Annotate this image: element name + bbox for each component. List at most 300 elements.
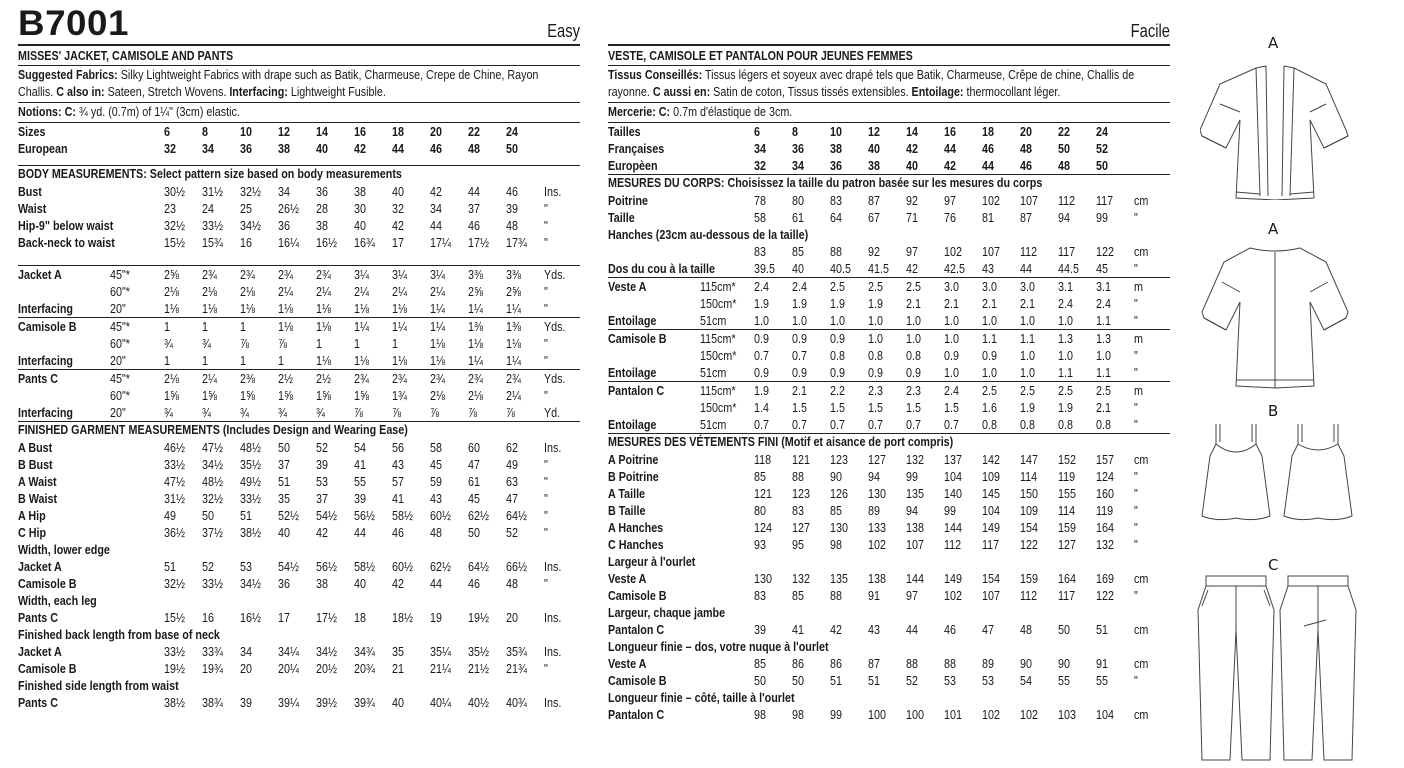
value-cell: 1.1 (1020, 331, 1035, 346)
value-cell: 112 (1020, 588, 1038, 603)
value-cell: 1.0 (1058, 313, 1073, 328)
value-cell: 102 (944, 244, 962, 259)
value-cell: 52 (1096, 141, 1108, 156)
subheading-row (18, 592, 580, 609)
value-cell: 2.1 (906, 296, 921, 311)
value-cell: 3¼ (392, 267, 407, 282)
value-cell: 1.9 (1020, 400, 1035, 415)
subheading-row (608, 553, 1170, 570)
unit-label: " (1134, 520, 1138, 535)
value-cell: 1⅛ (392, 301, 407, 316)
yardage-table (18, 266, 580, 317)
value-cell: 2¾ (506, 371, 521, 386)
value-cell: 55 (1058, 673, 1070, 688)
row-label: Camisole B (608, 331, 667, 346)
fabric-width: 45"* (110, 267, 130, 282)
row-label: Poitrine (608, 193, 649, 208)
subheading: Width, lower edge (18, 542, 110, 557)
measurement-row (18, 404, 580, 421)
value-cell: 58 (754, 210, 766, 225)
value-cell: 20 (430, 124, 442, 139)
value-cell: 127 (1058, 537, 1076, 552)
measurement-row (608, 485, 1170, 502)
value-cell: 60 (468, 440, 480, 455)
value-cell: 117 (1058, 588, 1076, 603)
value-cell: 1.0 (982, 365, 997, 380)
value-cell: 17¾ (506, 235, 527, 250)
measurement-row (18, 387, 580, 404)
fabric-width: 60"* (110, 284, 130, 299)
value-cell: 42 (354, 141, 366, 156)
unit-label: Yds. (544, 319, 566, 334)
value-cell: 32½ (164, 576, 185, 591)
value-cell: 38½ (240, 525, 261, 540)
value-cell: 76 (944, 210, 956, 225)
size-row (18, 140, 580, 157)
row-label: Sizes (18, 124, 46, 139)
value-cell: 1¼ (468, 353, 483, 368)
value-cell: 2¼ (278, 284, 293, 299)
value-cell: 142 (982, 452, 1000, 467)
pattern-title-fr: VESTE, CAMISOLE ET PANTALON POUR JEUNES FEMMES (608, 49, 913, 63)
yardage-table (608, 330, 1170, 381)
value-cell: 1⅝ (278, 388, 293, 403)
value-cell: 1⅝ (240, 388, 255, 403)
value-cell: ¾ (278, 405, 287, 420)
value-cell: 50 (792, 673, 804, 688)
value-cell: 15½ (164, 610, 185, 625)
measurement-row (608, 260, 1170, 277)
value-cell: 112 (944, 537, 962, 552)
value-cell: 85 (754, 469, 766, 484)
measurement-row (608, 468, 1170, 485)
fabric-width: 51cm (700, 417, 727, 432)
value-cell: 60½ (392, 559, 413, 574)
value-cell: 2.4 (1058, 296, 1073, 311)
value-cell: 154 (1020, 520, 1038, 535)
value-cell: 64½ (468, 559, 489, 574)
row-label: Interfacing (18, 405, 73, 420)
value-cell: 46 (468, 576, 480, 591)
value-cell: 37 (468, 201, 480, 216)
value-cell: 1 (354, 336, 360, 351)
value-cell: 22 (1058, 124, 1070, 139)
value-cell: 0.8 (1058, 417, 1073, 432)
value-cell: 1⅛ (506, 336, 521, 351)
illustrations-panel (1190, 0, 1404, 768)
value-cell: 122 (1020, 537, 1038, 552)
value-cell: 55 (354, 474, 366, 489)
value-cell: 112 (1020, 244, 1038, 259)
value-cell: 48 (1020, 622, 1032, 637)
row-label: B Waist (18, 491, 58, 506)
value-cell: 1 (240, 353, 246, 368)
value-cell: 38 (316, 576, 328, 591)
value-cell: 1.6 (982, 400, 997, 415)
value-cell: 48 (1020, 141, 1032, 156)
unit-label: " (544, 508, 548, 523)
measurement-row (18, 558, 580, 575)
row-label: Veste A (608, 656, 647, 671)
measurement-row (608, 536, 1170, 553)
value-cell: 20 (1020, 124, 1032, 139)
value-cell: 71 (906, 210, 918, 225)
value-cell: 44 (468, 184, 480, 199)
value-cell: 78 (754, 193, 766, 208)
value-cell: ⅞ (392, 405, 401, 420)
value-cell: 44 (944, 141, 956, 156)
value-cell: 1⅛ (354, 353, 369, 368)
unit-label: " (1134, 313, 1138, 328)
difficulty-level-fr: Facile (1130, 21, 1170, 41)
value-cell: 88 (830, 244, 842, 259)
value-cell: 107 (1020, 193, 1038, 208)
value-cell: 34 (202, 141, 214, 156)
measurement-row (608, 278, 1170, 295)
value-cell: 44 (1020, 261, 1032, 276)
value-cell: 135 (906, 486, 924, 501)
value-cell: 1.3 (1096, 331, 1111, 346)
value-cell: 0.8 (982, 417, 997, 432)
value-cell: 1.0 (792, 313, 807, 328)
value-cell: 2¾ (430, 371, 445, 386)
value-cell: 104 (982, 503, 1000, 518)
value-cell: 40½ (468, 695, 489, 710)
value-cell: 2.5 (1096, 383, 1111, 398)
value-cell: 2½ (278, 371, 293, 386)
fabrics-paragraph-fr: Tissus Conseillés: Tissus légers et soyeux avec drapé tels que Batik, Charmeuse, Crêpe de chine, Challis de rayonne. C aussi en: Satin de coton, Tissus tissés extensibles. Entoilage: thermocollant léger. (608, 68, 1135, 99)
value-cell: 0.9 (906, 365, 921, 380)
value-cell: 33¾ (202, 644, 223, 659)
value-cell: 21½ (468, 661, 489, 676)
row-label: Jacket A (18, 644, 62, 659)
unit-label: " (544, 235, 548, 250)
value-cell: 99 (906, 469, 918, 484)
unit-label: " (1134, 365, 1138, 380)
value-cell: 144 (944, 520, 962, 535)
measurement-row (18, 318, 580, 335)
value-cell: 159 (1058, 520, 1076, 535)
value-cell: 35 (278, 491, 290, 506)
value-cell: 0.9 (982, 348, 997, 363)
value-cell: 21¼ (430, 661, 451, 676)
value-cell: 63 (506, 474, 518, 489)
value-cell: 50 (1058, 141, 1070, 156)
unit-label: Yd. (544, 405, 561, 420)
value-cell: 41.5 (868, 261, 889, 276)
value-cell: 40.5 (830, 261, 851, 276)
value-cell: 1⅝ (202, 388, 217, 403)
value-cell: 147 (1020, 452, 1038, 467)
value-cell: 0.9 (830, 365, 845, 380)
value-cell: 92 (906, 193, 918, 208)
value-cell: 44 (354, 525, 366, 540)
value-cell: 154 (982, 571, 1000, 586)
value-cell: 0.7 (830, 417, 845, 432)
value-cell: 54 (1020, 673, 1032, 688)
value-cell: 1¼ (506, 301, 521, 316)
row-label: European (18, 141, 68, 156)
value-cell: 16 (354, 124, 366, 139)
measurement-row (608, 451, 1170, 468)
value-cell: 102 (982, 707, 1000, 722)
body-measurements-table-fr (608, 192, 1170, 277)
finished-measurements-heading: FINISHED GARMENT MEASUREMENTS (Includes Design and Wearing Ease) (18, 423, 408, 437)
value-cell: 40 (278, 525, 290, 540)
value-cell: 33½ (164, 644, 185, 659)
value-cell: 3.0 (1020, 279, 1035, 294)
value-cell: 42 (906, 141, 918, 156)
value-cell: 38 (278, 141, 290, 156)
value-cell: ¾ (164, 405, 173, 420)
value-cell: 1 (202, 319, 208, 334)
value-cell: 58½ (392, 508, 413, 523)
value-cell: ⅞ (354, 405, 363, 420)
value-cell: 12 (868, 124, 880, 139)
unit-label: " (544, 336, 548, 351)
row-label: Entoilage (608, 365, 657, 380)
value-cell: 49 (164, 508, 176, 523)
jacket-back-drawing (1200, 240, 1350, 390)
value-cell: 138 (868, 571, 886, 586)
value-cell: 122 (1096, 588, 1114, 603)
fabric-width: 150cm* (700, 348, 737, 363)
subheading-row (608, 604, 1170, 621)
value-cell: 37 (278, 457, 290, 472)
value-cell: 58 (430, 440, 442, 455)
value-cell: 43 (868, 622, 880, 637)
unit-label: " (1134, 537, 1138, 552)
measurement-row (18, 300, 580, 317)
value-cell: 40 (316, 141, 328, 156)
row-label: Françaises (608, 141, 665, 156)
value-cell: 2⅝ (506, 284, 521, 299)
value-cell: 39 (316, 457, 328, 472)
pants-label: C (1268, 556, 1279, 574)
value-cell: 60½ (430, 508, 451, 523)
value-cell: 2¼ (354, 284, 369, 299)
measurement-row (608, 209, 1170, 226)
subheading-row (18, 541, 580, 558)
fabric-width: 45"* (110, 371, 130, 386)
value-cell: 35¼ (430, 644, 451, 659)
value-cell: 119 (1096, 503, 1114, 518)
value-cell: 1.0 (944, 331, 959, 346)
value-cell: 39 (354, 491, 366, 506)
value-cell: 51 (868, 673, 880, 688)
value-cell: 51 (1096, 622, 1108, 637)
value-cell: 3¼ (354, 267, 369, 282)
value-cell: 90 (1058, 656, 1070, 671)
value-cell: 164 (1058, 571, 1076, 586)
value-cell: 2¼ (506, 388, 521, 403)
value-cell: 133 (868, 520, 886, 535)
value-cell: 1.0 (754, 313, 769, 328)
value-cell: 159 (1020, 571, 1038, 586)
value-cell: 2⅛ (164, 371, 179, 386)
value-cell: 52 (506, 525, 518, 540)
value-cell: 1¼ (392, 319, 407, 334)
value-cell: 47½ (164, 474, 185, 489)
row-label: Camisole B (18, 319, 77, 334)
fabric-width: 150cm* (700, 400, 737, 415)
value-cell: 124 (1096, 469, 1114, 484)
value-cell: 34¼ (278, 644, 299, 659)
measurement-row (18, 217, 580, 234)
subheading-row (608, 226, 1170, 243)
value-cell: 34½ (202, 457, 223, 472)
value-cell: 90 (830, 469, 842, 484)
yardage-section (18, 265, 580, 421)
measurement-row (18, 643, 580, 660)
value-cell: 0.9 (754, 331, 769, 346)
finished-measurements-table (18, 439, 580, 711)
value-cell: 50 (506, 141, 518, 156)
value-cell: 6 (754, 124, 760, 139)
value-cell: 57 (392, 474, 404, 489)
value-cell: 0.8 (1020, 417, 1035, 432)
measurement-row (18, 352, 580, 369)
value-cell: 31½ (164, 491, 185, 506)
measurement-row (18, 473, 580, 490)
unit-label: " (544, 576, 548, 591)
value-cell: 1.0 (982, 313, 997, 328)
value-cell: 17¼ (430, 235, 451, 250)
unit-label: " (1134, 503, 1138, 518)
value-cell: 130 (868, 486, 886, 501)
header-bar (18, 0, 580, 46)
value-cell: 92 (868, 244, 880, 259)
value-cell: 67 (868, 210, 880, 225)
fabric-width: 20" (110, 405, 126, 420)
unit-label: cm (1134, 452, 1149, 467)
unit-label: m (1134, 279, 1143, 294)
value-cell: 2.2 (830, 383, 845, 398)
value-cell: 118 (754, 452, 772, 467)
value-cell: 132 (906, 452, 924, 467)
value-cell: 28 (316, 201, 328, 216)
unit-label: Ins. (544, 695, 562, 710)
value-cell: 2¾ (240, 267, 255, 282)
value-cell: 20½ (316, 661, 337, 676)
value-cell: 135 (830, 571, 848, 586)
value-cell: 66½ (506, 559, 527, 574)
value-cell: 48 (506, 218, 518, 233)
subheading: Hanches (23cm au-dessous de la taille) (608, 227, 809, 242)
english-section (18, 0, 580, 711)
value-cell: 34 (278, 184, 290, 199)
row-label: A Waist (18, 474, 57, 489)
value-cell: 1¼ (354, 319, 369, 334)
value-cell: 17 (278, 610, 290, 625)
value-cell: 46 (506, 184, 518, 199)
measurement-row (18, 200, 580, 217)
unit-label: cm (1134, 193, 1149, 208)
value-cell: 3¼ (430, 267, 445, 282)
value-cell: 36 (278, 576, 290, 591)
value-cell: 2.4 (944, 383, 959, 398)
value-cell: 1.0 (1096, 348, 1111, 363)
value-cell: 103 (1058, 707, 1076, 722)
value-cell: 1.0 (830, 313, 845, 328)
value-cell: 1 (392, 336, 398, 351)
value-cell: 1.0 (944, 313, 959, 328)
value-cell: 42 (392, 218, 404, 233)
value-cell: 53 (944, 673, 956, 688)
value-cell: 149 (982, 520, 1000, 535)
value-cell: 88 (792, 469, 804, 484)
measurement-row (608, 295, 1170, 312)
value-cell: 48½ (202, 474, 223, 489)
value-cell: 34½ (316, 644, 337, 659)
value-cell: 58½ (354, 559, 375, 574)
unit-label: cm (1134, 244, 1149, 259)
value-cell: 23 (164, 201, 176, 216)
value-cell: 169 (1096, 571, 1114, 586)
value-cell: 52 (316, 440, 328, 455)
measurement-row (608, 655, 1170, 672)
value-cell: 38½ (164, 695, 185, 710)
value-cell: 44 (430, 576, 442, 591)
size-row (608, 157, 1170, 174)
value-cell: 62½ (430, 559, 451, 574)
value-cell: 53 (982, 673, 994, 688)
fabric-width: 150cm* (700, 296, 737, 311)
value-cell: 1.9 (1058, 400, 1073, 415)
value-cell: ⅞ (278, 336, 287, 351)
value-cell: 87 (1020, 210, 1032, 225)
value-cell: 1⅛ (316, 319, 331, 334)
subheading-row (18, 626, 580, 643)
unit-label: cm (1134, 707, 1149, 722)
value-cell: 3⅜ (468, 267, 483, 282)
value-cell: 16¼ (278, 235, 299, 250)
value-cell: 112 (1058, 193, 1076, 208)
row-label: B Poitrine (608, 469, 659, 484)
row-label: A Poitrine (608, 452, 659, 467)
fabric-width: 115cm* (700, 279, 736, 294)
value-cell: 30 (354, 201, 366, 216)
fabric-width: 20" (110, 301, 126, 316)
value-cell: 31½ (202, 184, 223, 199)
value-cell: 46 (392, 525, 404, 540)
subheading: Finished back length from base of neck (18, 627, 220, 642)
value-cell: 157 (1096, 452, 1114, 467)
value-cell: 1.0 (906, 313, 921, 328)
value-cell: 19¾ (202, 661, 223, 676)
unit-label: cm (1134, 656, 1149, 671)
value-cell: 1.1 (1058, 365, 1073, 380)
value-cell: 1¼ (430, 319, 445, 334)
value-cell: 2⅝ (164, 267, 179, 282)
value-cell: 51 (278, 474, 290, 489)
value-cell: 2.1 (1020, 296, 1035, 311)
value-cell: 48 (1058, 158, 1070, 173)
measurement-row (608, 399, 1170, 416)
value-cell: 39¾ (354, 695, 375, 710)
row-label: Pants C (18, 371, 59, 386)
unit-label: " (544, 284, 548, 299)
row-label: Pants C (18, 610, 59, 625)
value-cell: 109 (1020, 503, 1038, 518)
value-cell: 41 (354, 457, 366, 472)
measurement-row (608, 672, 1170, 689)
value-cell: 2.5 (1058, 383, 1073, 398)
value-cell: 1 (316, 336, 322, 351)
value-cell: 19½ (164, 661, 185, 676)
value-cell: 36½ (164, 525, 185, 540)
value-cell: ⅞ (506, 405, 515, 420)
